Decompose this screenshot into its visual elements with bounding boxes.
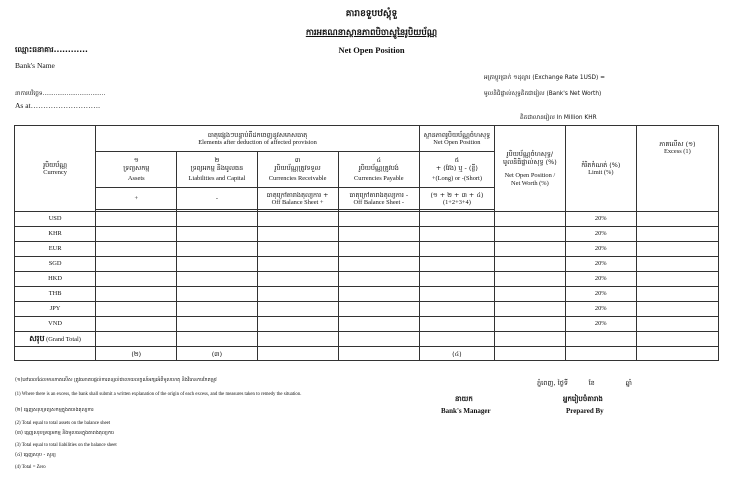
limit-header: កំរិតកំណត់ (%) Limit (%) [565, 126, 636, 212]
footnote-3-km: (៣) ធ្មេញសរុបទ្រព្យអកម្ម និងមូលធនក្នុងតារាងតុល្យការ [15, 431, 114, 436]
off-balance-receivable: ធាតុក្រៅតារាងតុល្យការ + Off Balance Sheet + [257, 188, 338, 210]
page-title: Net Open Position [338, 45, 405, 55]
footnote-1-km: (១)នៅពេលដែលមានភាគលើស ត្រូវធនាគារផ្តល់ការពន្យល់ជាលាយលក្ខណ៍អក្សរអំពីមូលហេតុ និងវិធានការកែតម្រូវ [15, 378, 217, 383]
excess-header: ភាគលើស (១) Excess (1) [636, 126, 718, 212]
manager-label-en: Bank's Manager [441, 407, 491, 415]
table-row: USD 20% [15, 212, 719, 227]
col-receivable-header: ៣ រូបិយប័ណ្ណត្រូវទទួល Currencies Receivable [257, 152, 338, 188]
header-title-km-2: ការអគណនាស្ថានភាពបិចាស្ទូនៃរូបិយប័ណ្ណ [305, 28, 438, 38]
footnote-2-km: (២) ធ្មេញសរុបទ្រព្យសកម្មក្នុងតារាងតុល្យការ [15, 408, 94, 413]
grand-total-row: សរុប (Grand Total) [15, 332, 719, 347]
table-row: THB 20% [15, 287, 719, 302]
ratio-header: រូបិយប័ណ្ណចំហសុទ្ធ/ មូលនិធិផ្ទាល់សុទ្ធ (%) Net Open Position / Net Worth (%) [494, 126, 565, 212]
exchange-rate: អត្រាប្តូរប្រាក់ ១ដុល្លារ (Exchange Rate 1USD) = [484, 75, 605, 81]
header-title-km-1: គារាខទួបឋស្តុំទួ [345, 9, 398, 19]
date-line: ភ្នំពេញ, ថ្ងៃទី ខែ ឆ្នាំ [537, 379, 632, 387]
formula: (១ + ២ + ៣ + ៤) (1+2+3+4) [419, 188, 494, 210]
table-row: SGD 20% [15, 257, 719, 272]
footnote-4-en: (4) Total = Zero [15, 465, 46, 470]
off-balance-payable: ធាតុក្រៅតារាងតុល្យការ - Off Balance Sheet - [338, 188, 419, 210]
table-row: VND 20% [15, 317, 719, 332]
bank-name-en: Bank's Name [15, 61, 55, 70]
net-open-position-table [14, 125, 719, 361]
footnote-1-en: (1) Where there is an excess, the bank shall submit a written explanation of the origin of each excess, and the measures taken to remedy the situation. [15, 392, 302, 397]
sign-assets: + [96, 188, 177, 210]
nop-header: ស្ថានភាពរូបិយប័ណ្ណចំហសុទ្ធ Net Open Position [419, 126, 494, 152]
prepared-by-en: Prepared By [566, 407, 604, 415]
table-row: JPY 20% [15, 302, 719, 317]
note-row: (២) (៣) (៤) [15, 347, 719, 361]
elements-header: ធាតុផ្សេងៗបន្ទាប់ពីដកចេញនូវសមាសធាតុ Elements after deduction of affected provision [96, 126, 420, 152]
footnote-4-km: (៤) ធ្មេញសរុប - សូន្យ [15, 453, 56, 458]
col-liabilities-header: ២ ទ្រព្យអកម្ម និងមូលធន Liabilities and Capital [177, 152, 257, 188]
bank-name-km: ឈ្មោះធនាគារ............ [15, 45, 88, 54]
unit-note: គិតជាលានរៀល In Million KHR [520, 115, 597, 121]
as-at-en: As at………………………. [15, 101, 100, 110]
col-assets-header: ១ ទ្រព្យសកម្ម Assets [96, 152, 177, 188]
as-at-km: នាការបរិច្ឆេទ.................................. [15, 91, 106, 97]
table-row: KHR 20% [15, 227, 719, 242]
footnote-3-en: (3) Total equal to total liabilities on the balance sheet [15, 443, 117, 448]
col-payable-header: ៤ រូបិយប័ណ្ណត្រូវបង់ Currencies Payable [338, 152, 419, 188]
currency-header: រូបិយប័ណ្ណ Currency [15, 126, 96, 212]
manager-label-km: នាយក [455, 395, 473, 403]
table-row: EUR 20% [15, 242, 719, 257]
table-row: HKD 20% [15, 272, 719, 287]
col-long-short-header: ៥ + (វែង) ឬ - (ខ្លី) +(Long) or -(Short) [419, 152, 494, 188]
sign-liabilities: - [177, 188, 257, 210]
footnote-2-en: (2) Total equal to total assets on the balance sheet [15, 421, 111, 426]
prepared-by-km: អ្នករៀបចំតារាង [563, 395, 603, 403]
bank-net-worth: មូលនិធិផ្ទាល់សុទ្ធគិតជារៀល (Bank's Net Worth) [484, 91, 602, 97]
